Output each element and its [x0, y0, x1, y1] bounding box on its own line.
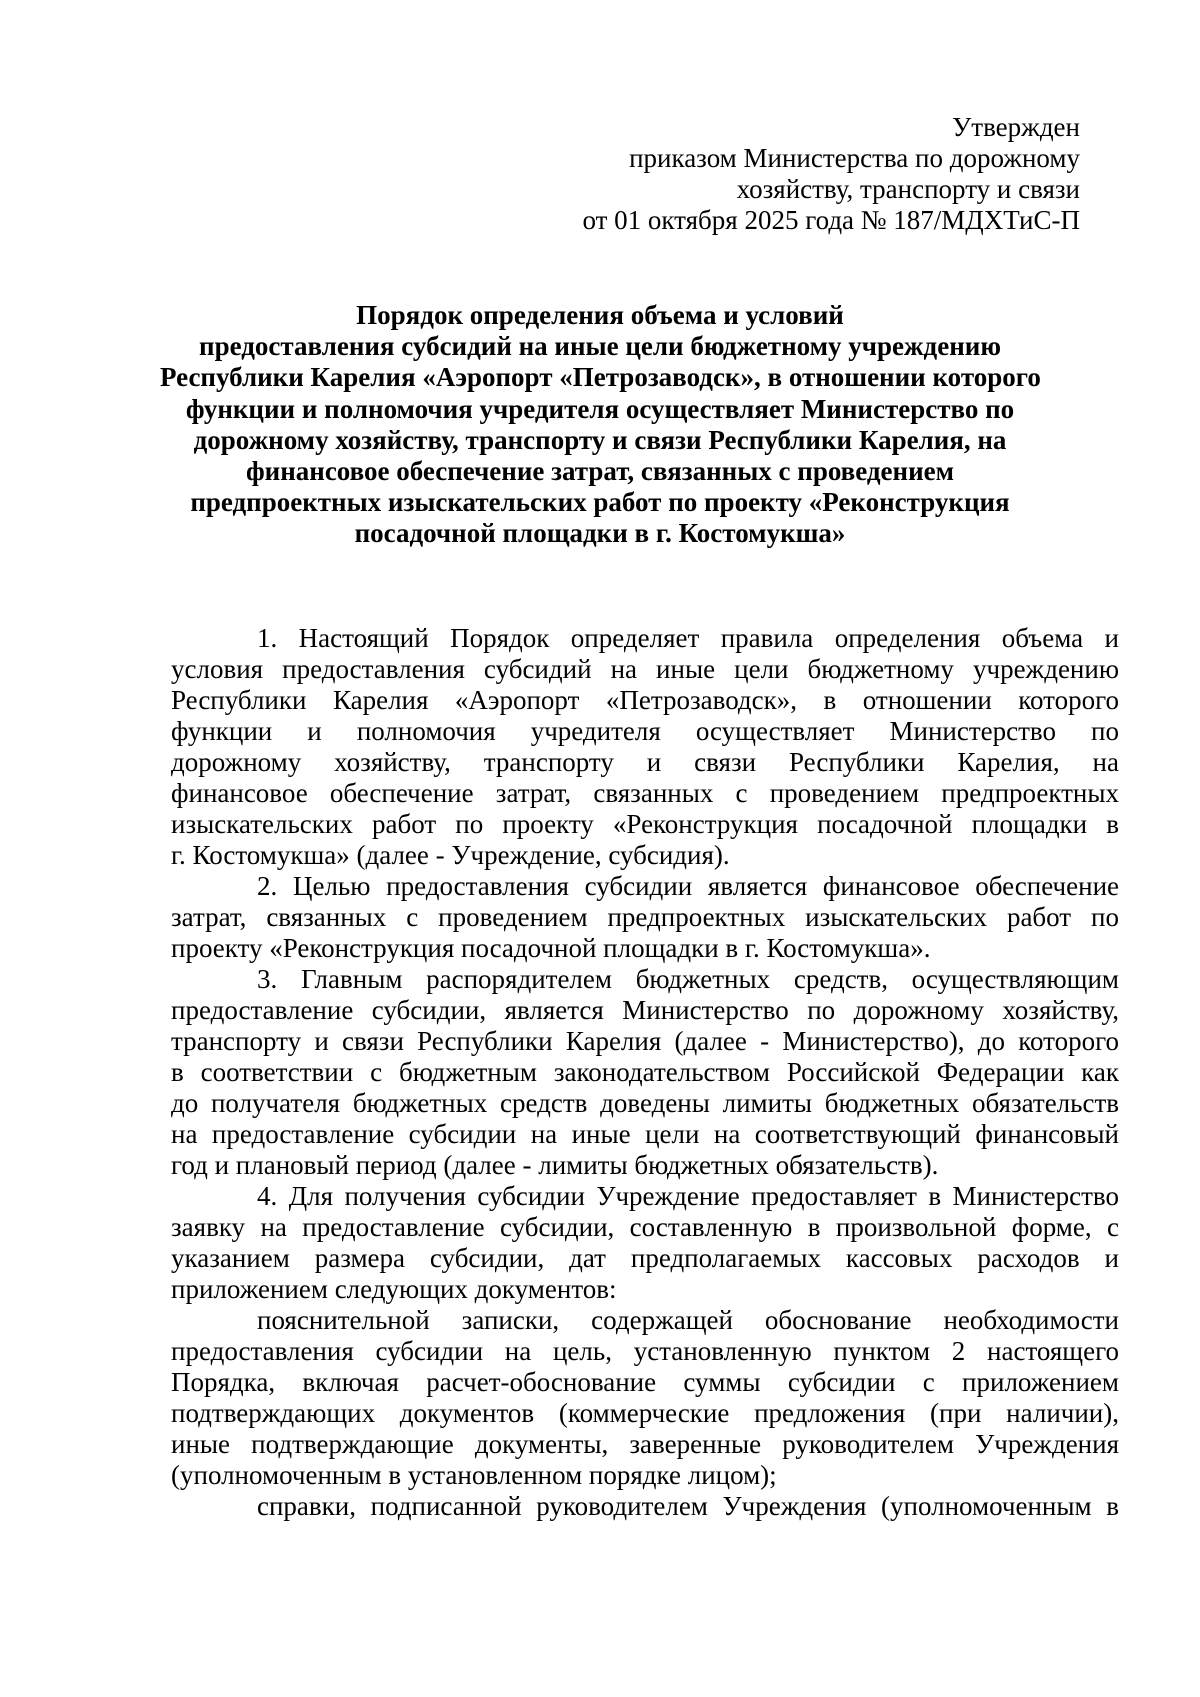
- body-line: проекту «Реконструкция посадочной площадки в г. Костомукша».: [171, 933, 931, 963]
- body-line: 4. Для получения субсидии Учреждение предоставляет в Министерство: [257, 1181, 1119, 1211]
- title-line: финансовое обеспечение затрат, связанных с проведением: [245, 456, 955, 487]
- title-line: Республики Карелия «Аэропорт «Петрозаводск», в отношении которого: [160, 362, 1041, 393]
- title-line: посадочной площадки в г. Костомукша»: [354, 518, 846, 549]
- body-line: (уполномоченным в установленном порядке лицом);: [171, 1460, 777, 1490]
- approval-stamp: [520, 112, 1080, 236]
- body-line: подтверждающих документов (коммерческие предложения (при наличии),: [171, 1398, 1119, 1428]
- body-line: на предоставление субсидии на иные цели на соответствующий финансовый: [171, 1119, 1119, 1149]
- approval-line: хозяйству, транспорту и связи: [736, 174, 1080, 204]
- body-line: заявку на предоставление субсидии, составленную в произвольной форме, с: [171, 1212, 1119, 1242]
- body-line: Республики Карелия «Аэропорт «Петрозаводск», в отношении которого: [171, 685, 1119, 715]
- body-line: функции и полномочия учредителя осуществляет Министерство по: [171, 716, 1119, 746]
- paragraph-4: [171, 1181, 1119, 1305]
- body-line: год и плановый период (далее - лимиты бюджетных обязательств).: [171, 1150, 939, 1180]
- paragraph-4-item-certificate: [171, 1491, 1119, 1522]
- approval-line: от 01 октября 2025 года № 187/МДХТиС-П: [582, 205, 1080, 235]
- body-line: транспорту и связи Республики Карелия (далее - Министерство), до которого: [171, 1026, 1119, 1056]
- document-title: [160, 300, 1040, 550]
- document-body: [171, 623, 1119, 1522]
- body-line: изыскательских работ по проекту «Реконструкция посадочной площадки в: [171, 809, 1119, 839]
- paragraph-1: [171, 623, 1119, 871]
- body-line: иные подтверждающие документы, заверенные руководителем Учреждения: [171, 1429, 1119, 1459]
- paragraph-4-item-note: [171, 1305, 1119, 1491]
- body-line: затрат, связанных с проведением предпроектных изыскательских работ по: [171, 902, 1119, 932]
- body-line: приложением следующих документов:: [171, 1274, 617, 1304]
- body-line: указанием размера субсидии, дат предполагаемых кассовых расходов и: [171, 1243, 1119, 1273]
- body-line: финансовое обеспечение затрат, связанных с проведением предпроектных: [171, 778, 1119, 808]
- body-line: Порядка, включая расчет-обоснование суммы субсидии с приложением: [171, 1367, 1119, 1397]
- title-line: функции и полномочия учредителя осуществляет Министерство по: [185, 393, 1015, 424]
- title-line: дорожному хозяйству, транспорту и связи Республики Карелия, на: [193, 424, 1007, 455]
- body-line: 2. Целью предоставления субсидии является финансовое обеспечение: [257, 871, 1119, 901]
- paragraph-2: [171, 871, 1119, 964]
- approval-line: Утвержден: [952, 112, 1080, 142]
- body-line: предоставление субсидии, является Министерство по дорожному хозяйству,: [171, 995, 1119, 1025]
- body-line: дорожному хозяйству, транспорту и связи Республики Карелия, на: [171, 747, 1119, 777]
- body-line: предоставления субсидии на цель, установленную пунктом 2 настоящего: [171, 1336, 1119, 1366]
- body-line: условия предоставления субсидий на иные цели бюджетному учреждению: [171, 654, 1119, 684]
- title-line: предоставления субсидий на иные цели бюджетному учреждению: [199, 331, 1001, 362]
- body-line: в соответствии с бюджетным законодательством Российской Федерации как: [171, 1057, 1119, 1087]
- body-line: пояснительной записки, содержащей обоснование необходимости: [257, 1305, 1119, 1335]
- title-line: Порядок определения объема и условий: [356, 300, 844, 330]
- paragraph-3: [171, 964, 1119, 1181]
- body-line: до получателя бюджетных средств доведены лимиты бюджетных обязательств: [171, 1088, 1119, 1118]
- title-line: предпроектных изыскательских работ по проекту «Реконструкция: [190, 487, 1010, 518]
- body-line: 1. Настоящий Порядок определяет правила определения объема и: [257, 623, 1119, 653]
- body-line: г. Костомукша» (далее - Учреждение, субсидия).: [171, 840, 730, 870]
- body-line: справки, подписанной руководителем Учреждения (уполномоченным в: [257, 1491, 1119, 1521]
- approval-line: приказом Министерства по дорожному: [629, 143, 1080, 173]
- body-line: 3. Главным распорядителем бюджетных средств, осуществляющим: [257, 964, 1119, 994]
